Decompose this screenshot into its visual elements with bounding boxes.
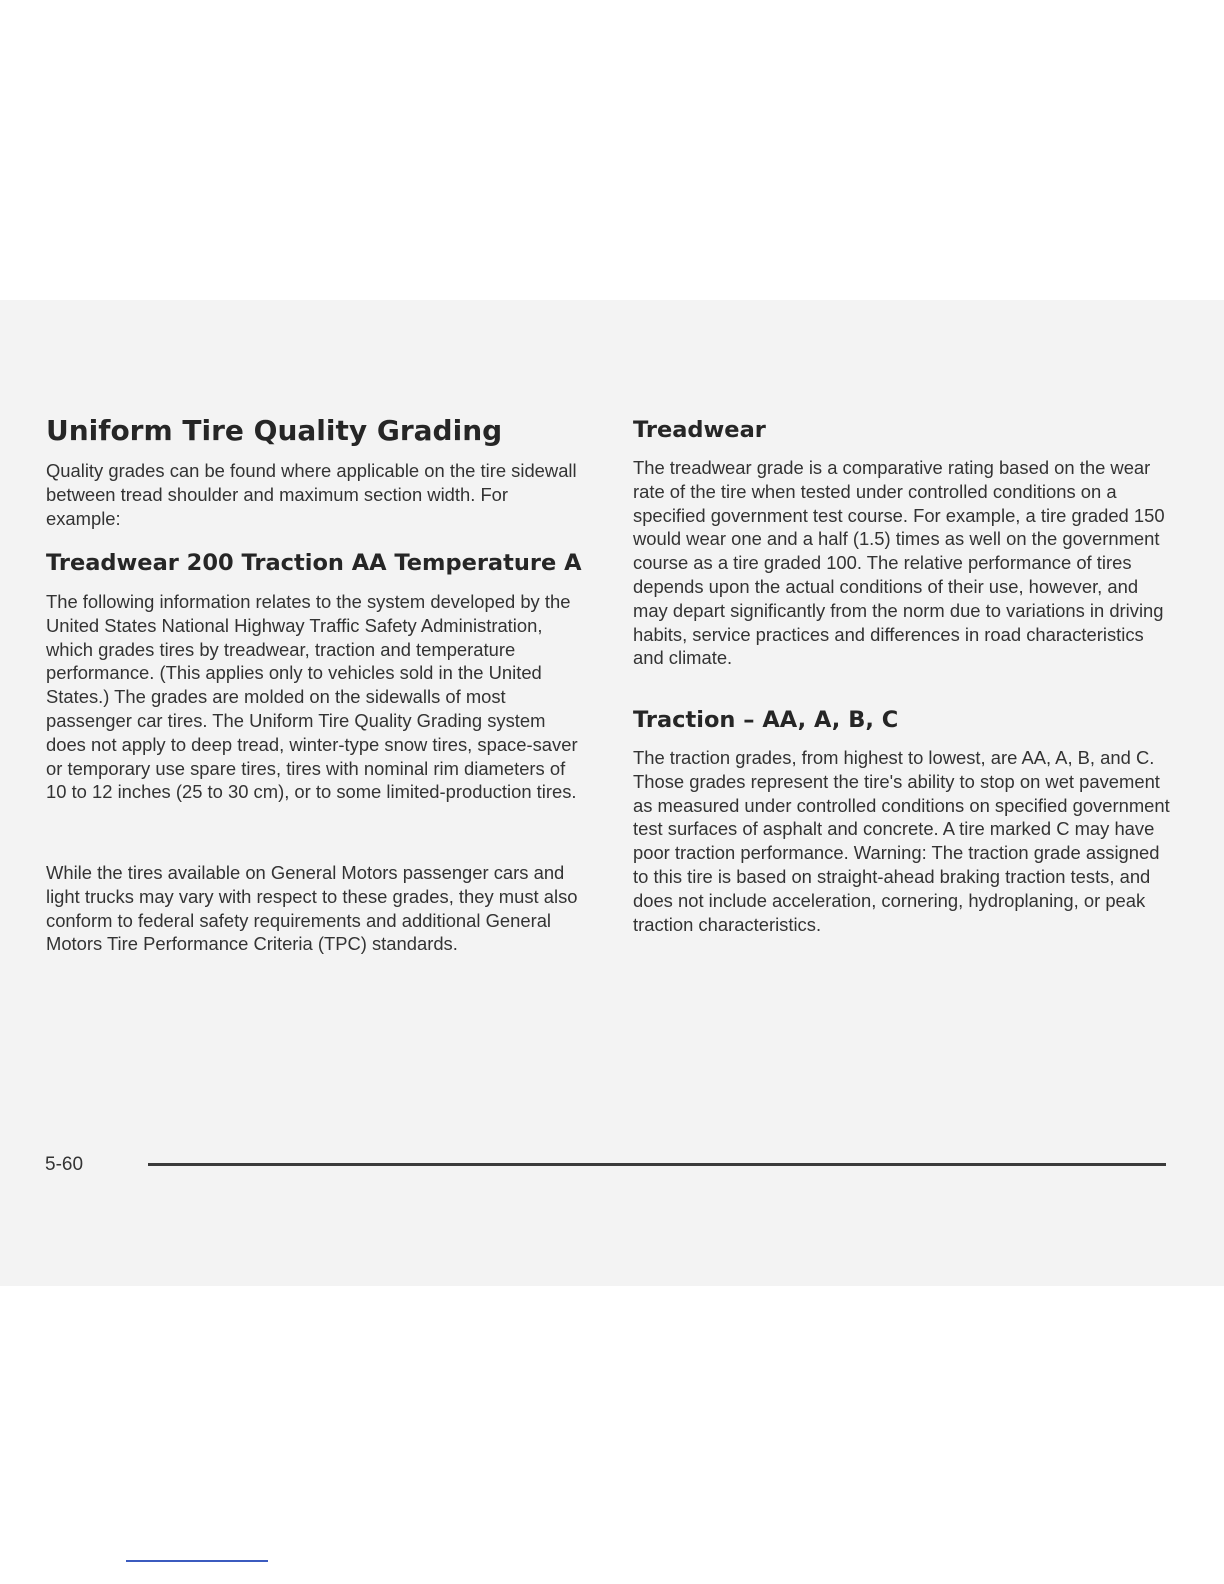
traction-paragraph: The traction grades, from highest to lowest, are AA, A, B, and C. Those grades represent the tire's ability to stop on wet pavement as measured under controlled conditions on specified government test surfaces of asphalt and concrete. A tire marked C may have poor traction performance. Warning: The traction grade assigned to this tire is based on straight-ahead braking traction tests, and does not include acceleration, cornering, hydroplaning, or peak traction characteristics.: [633, 747, 1170, 935]
treadwear-paragraph: The treadwear grade is a comparative rating based on the wear rate of the tire when tested under controlled conditions on a specified government test course. For example, a tire graded 150 would wear one and a half (1.5) times as well on the government course as a tire graded 100. The relative performance of tires depends upon the actual conditions of their use, however, and may depart significantly from the norm due to variations in driving habits, service practices and differences in road characteristics and climate.: [633, 457, 1165, 669]
traction-heading: Traction – AA, A, B, C: [633, 707, 899, 733]
corner-link-underline: [126, 1560, 268, 1562]
treadwear-heading: Treadwear: [633, 417, 766, 443]
footer-rule: [148, 1163, 1166, 1166]
page-number: 5-60: [45, 1154, 84, 1175]
system-paragraph: The following information relates to the system developed by the United States National Highway Traffic Safety Administration, which grades tires by treadwear, traction and temperature performance. (This applies only to vehicles sold in the United States.) The grades are molded on the sidewalls of most passenger car tires. The Uniform Tire Quality Grading system does not apply to deep tread, winter-type snow tires, space-saver or temporary use spare tires, tires with nominal rim diameters of 10 to 12 inches (25 to 30 cm), or to some limited-production tires.: [46, 591, 578, 803]
scanned-page-area: [0, 300, 1224, 1286]
example-heading: Treadwear 200 Traction AA Temperature A: [46, 550, 582, 576]
intro-paragraph: Quality grades can be found where applicable on the tire sidewall between tread shoulder and maximum section width. For example:: [46, 460, 577, 529]
gm-paragraph: While the tires available on General Motors passenger cars and light trucks may vary with respect to these grades, they must also conform to federal safety requirements and additional General Motors Tire Performance Criteria (TPC) standards.: [46, 862, 578, 955]
section-title: Uniform Tire Quality Grading: [46, 414, 503, 447]
